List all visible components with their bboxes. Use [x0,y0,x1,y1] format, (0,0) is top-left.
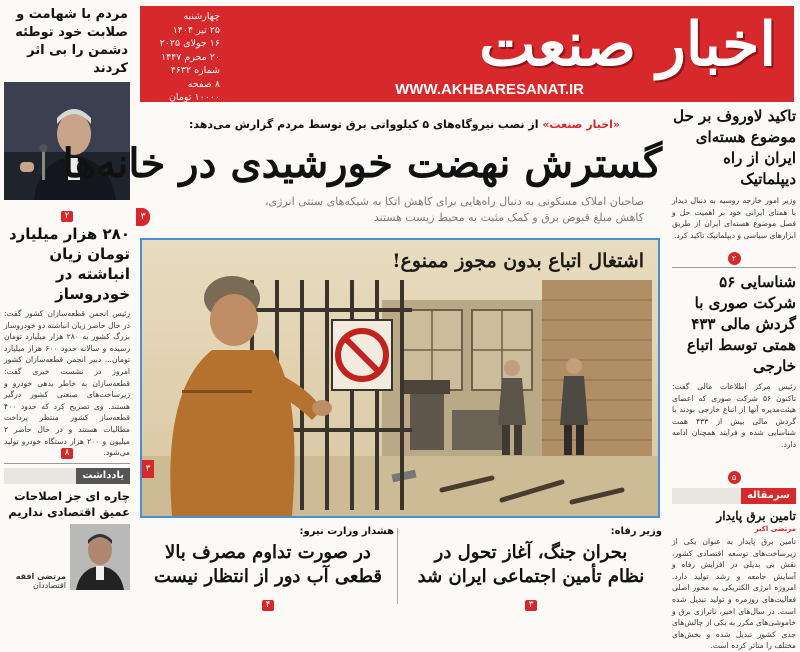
page-marker: ۲ [61,211,74,222]
kicker-text: از نصب نیروگاه‌های ۵ کیلوواتی برق توسط مردم گزارش می‌دهد: [188,118,539,131]
author-name: مرتضی افقه [15,572,66,581]
no-entry-sign-icon [332,320,392,390]
loss-body: رئیس انجمن قطعه‌سازان کشور گفت: در حال حاضر زیان انباشته دو خودروساز بزرگ کشور به ۲۸۰ هزار میلیارد تومان رسیده و سالانه حدود ۶۰۰ هزار میلیارد تومان... دبیر انجمن قطعه‌سازان کشور امروز در نشست خبری گفت: قطعه‌سازان به خاطر بدهی خودرو و زیرساخت‌های صنعتی کشور درگیر هستند. وی تصریح کرد که حدود ۴۰۰ قطعه‌ساز کشور منتظر پرداخت مطالبات هستند و در حال حاضر ۲ میلیون و ۲۰۰ هزار دستگاه خودرو تولید می‌شود. [4,309,131,458]
page-count: ۸ صفحه [187,78,220,90]
website-url[interactable]: WWW.AKHBARESANAT.IR [395,81,584,98]
story-headline-line-2: قطعی آب دور از انتظار نیست [154,566,382,587]
date-gregorian: ۱۶ جولای ۲۰۲۵ [159,38,220,49]
story-tag: هشدار وزارت نیرو: [299,526,394,537]
right-column [671,106,797,651]
newspaper-logo: اخبار صنعت [479,10,776,80]
editorial-body: تامین برق پایدار به عنوان یکی از زیرساخت‌های توسعه اقتصادی کشور، نقش بی بدیلی در افزایش رفاه و آسایش جامعه و رشد تولید دارد. امروزه انرژی الکتریکی به محور اصلی فعالیت‌های روزمره و تولید تبدیل شده است. در سال‌های اخیر، ناترازی برق و خاموشی‌های مکرر به یکی از چالش‌های جدی کشور تبدیل شده و بخش‌های مختلف را متاثر کرده است. [671,537,796,651]
hero-caption: اشتغال اتباع بدون مجوز ممنوع! [392,250,644,272]
author-role: اقتصاددان [32,581,66,590]
author-photo [70,524,130,590]
date-lunar: ۲۰ محرم ۱۴۴۷ [160,51,220,63]
page-marker: ۳ [525,600,538,611]
editorial-headline[interactable]: تامین برق پایدار [716,509,796,523]
weekday: چهارشنبه [183,11,220,22]
story-headline-line-1: بحران جنگ، آغاز تحول در [434,542,628,563]
note-headline[interactable]: چاره ای جز اصلاحات عمیق اقتصادی نداریم [8,489,130,519]
story-headline-line-2: نظام تأمین اجتماعی ایران شد [417,566,645,587]
kicker-source: «اخبار صنعت» [542,118,620,131]
headline-kicker [178,118,620,131]
lede-line-2: کاهش مبلغ قبوض برق و کمک مثبت به محیط زیست هستند [373,211,644,224]
section-tag-editorial: سرمقاله [741,488,796,504]
story-welfare[interactable] [400,526,662,611]
page-marker: ۸ [61,448,74,459]
issue-date-block [140,6,226,102]
section-tag-note: یادداشت [76,468,130,484]
lede-line-1: صاحبان املاک مسکونی به دنبال راه‌هایی برای کاهش اتکا به شبکه‌های سنتی انرژی، [264,195,644,208]
main-lede [160,194,644,226]
page-marker: ۵ [728,471,741,484]
lavrov-body: وزیر امور خارجه روسیه به دنبال دیدار با همتای ایرانی خود بر اهمیت حل و فصل موضوع هسته‌ای ایران از طریق ابزارهای سیاسی و دیپلماتیک تاکید کرد. [672,196,796,240]
loss-headline[interactable]: ۲۸۰ هزار میلیارد تومان زیان انباشته در خودروساز [8,225,130,303]
left-column [4,6,130,606]
page-marker: ۳ [136,208,150,226]
hero-illustration [140,238,660,518]
lavrov-headline[interactable]: تاکید لاوروف بر حل موضوع هسته‌ای ایران از راه دیپلماتیک [673,107,796,188]
editorial-author: مرتضی اکبر [754,525,796,533]
price: ۱۰۰۰۰ تومان [168,92,220,103]
shell-companies-headline[interactable]: شناسایی ۵۶ شرکت صوری با گردش مالی ۴۳۳ همتی توسط اتباع خارجی [686,273,796,375]
page-marker: ۲ [728,252,741,265]
left-top-headline[interactable]: مردم با شهامت و صلابت خود توطئه دشمن را بی اثر کردند [15,7,128,76]
page-marker: ۴ [262,600,275,611]
date-solar: ۲۵ تیر ۱۴۰۴ [172,24,220,36]
story-headline-line-1: در صورت تداوم مصرف بالا [165,542,371,563]
issue-number: شماره ۴۶۳۲ [170,65,220,76]
masthead [140,6,794,102]
story-tag: وزیر رفاه: [610,526,662,537]
page-marker: ۳ [142,460,154,478]
story-water[interactable] [142,526,394,611]
shell-companies-body: رئیس مرکز اطلاعات مالی گفت: تاکنون ۵۶ شرکت صوری که اعضای هیئت‌مدیره آنها از اتباع خارجی بودند با گردش مالی بیش از ۴۳۳ همت شناسایی شده و فرایند همچنان ادامه دارد. [672,382,797,449]
main-headline[interactable]: گسترش نهضت خورشیدی در خانه‌ها [62,140,662,187]
